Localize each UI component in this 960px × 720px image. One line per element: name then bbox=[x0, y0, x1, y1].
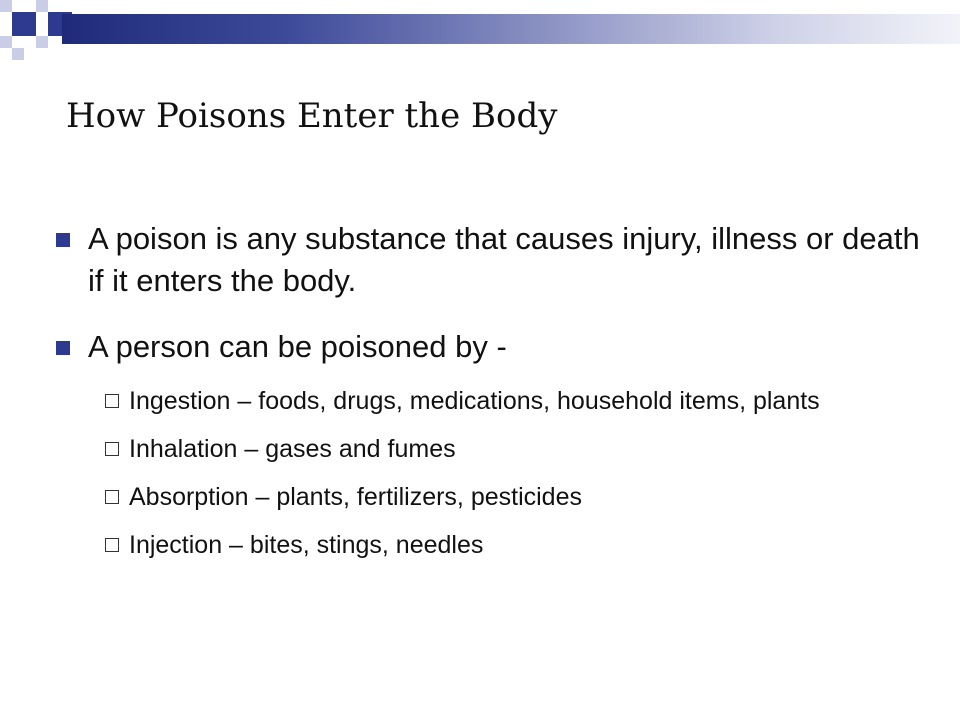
decor-square bbox=[36, 36, 48, 48]
bullet-text: A person can be poisoned by - bbox=[88, 329, 507, 364]
hollow-square-bullet-icon bbox=[105, 442, 119, 456]
sub-bullet-text: Injection – bites, stings, needles bbox=[129, 531, 484, 559]
hollow-square-bullet-icon bbox=[105, 538, 119, 552]
sub-bullet-item bbox=[52, 432, 932, 466]
bullet-text: A poison is any substance that causes injury, illness or death if it enters the body. bbox=[88, 221, 920, 298]
sub-bullet-item bbox=[52, 480, 932, 514]
bullet-list bbox=[52, 218, 932, 584]
sub-bullet-text: Inhalation – gases and fumes bbox=[129, 435, 456, 463]
sub-bullet-text: Absorption – plants, fertilizers, pesticides bbox=[129, 483, 582, 511]
square-bullet-icon bbox=[56, 233, 70, 247]
decor-square bbox=[0, 0, 12, 12]
sub-bullet-item bbox=[52, 528, 932, 562]
hollow-square-bullet-icon bbox=[105, 490, 119, 504]
bullet-item bbox=[52, 326, 932, 368]
decor-square bbox=[36, 0, 48, 12]
slide-title: How Poisons Enter the Body bbox=[66, 96, 558, 136]
decor-square bbox=[12, 12, 36, 36]
bullet-item bbox=[52, 218, 932, 302]
sub-bullet-text: Ingestion – foods, drugs, medications, household items, plants bbox=[129, 387, 820, 415]
sub-bullet-item bbox=[52, 384, 932, 418]
header-gradient-bar bbox=[62, 14, 960, 44]
hollow-square-bullet-icon bbox=[105, 394, 119, 408]
decor-square bbox=[12, 48, 24, 60]
square-bullet-icon bbox=[56, 341, 70, 355]
decor-square bbox=[0, 36, 12, 48]
